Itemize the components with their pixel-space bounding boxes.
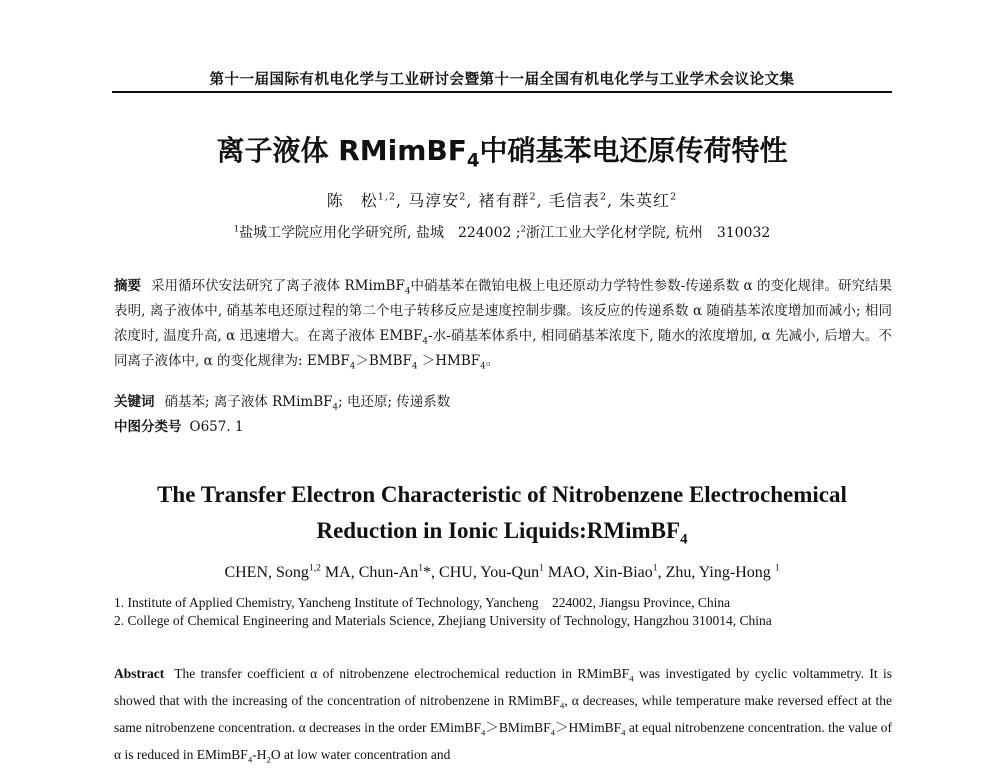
keywords-text: ; 电还原; 传递系数 bbox=[338, 394, 451, 410]
author-sep: , bbox=[396, 191, 409, 210]
author-affil-sup: 1 bbox=[539, 562, 544, 574]
author-affil-sup: 1,2 bbox=[308, 562, 321, 574]
clc-number bbox=[114, 415, 892, 435]
subscript: 4 bbox=[332, 402, 339, 413]
author-sep: , bbox=[466, 191, 479, 210]
abstract-text: ＞HMBF bbox=[417, 353, 481, 369]
author-name: 马淳安 bbox=[408, 191, 460, 210]
chinese-abstract bbox=[114, 274, 892, 374]
abstract-text: was investigated by cyclic voltammetry. It is showed that with the increasing of the concentration of nitrobenzene in RMimBF bbox=[114, 666, 892, 708]
clc-label: 中图分类号 bbox=[114, 419, 182, 435]
keywords-text: 硝基苯; 离子液体 RMimBF bbox=[164, 394, 333, 410]
author-name: 毛信表 bbox=[548, 191, 600, 210]
abstract-text: O at low water concentration and bbox=[270, 747, 451, 762]
chinese-author bbox=[549, 191, 619, 210]
author-sep: , bbox=[536, 191, 549, 210]
abstract-text: ＞BMBF bbox=[355, 353, 412, 369]
abstract-text: ＞HMimBF bbox=[555, 720, 622, 735]
abstract-text: -水-硝基苯体系中, 相同硝基苯浓度下, 随水的浓度增加, α 先减小, 后增大。不同离子液体中, α 的变化规律为: EMBF bbox=[114, 328, 892, 369]
chinese-keywords bbox=[114, 390, 892, 413]
author-name: MAO, Xin-Biao bbox=[547, 564, 653, 581]
subscript: 4 bbox=[404, 286, 411, 297]
chinese-title bbox=[112, 129, 892, 172]
abstract-text: 采用循环伏安法研究了离子液体 RMimBF bbox=[151, 278, 405, 294]
author-affil-sup: 1,2 bbox=[377, 191, 397, 203]
author-name: Zhu, Ying-Hong bbox=[665, 564, 775, 581]
affil-sup: 2 bbox=[520, 223, 526, 234]
english-title-line bbox=[112, 513, 892, 549]
author-affil-sup: 1 bbox=[774, 562, 780, 574]
author-affil-sup: 1 bbox=[652, 562, 658, 574]
abstract-text: ＞BMimBF bbox=[485, 720, 551, 735]
subscript: 4 bbox=[247, 754, 253, 765]
abstract-text: , α decreases, while temperature make reversed effect at the same nitrobenzene concentration. α decreases in the order EMimBF bbox=[114, 693, 892, 735]
affil-sup: 1 bbox=[233, 223, 240, 234]
english-authors bbox=[112, 564, 892, 582]
clc-value: O657. 1 bbox=[189, 419, 244, 435]
affiliation-2: 浙江工业大学化材学院, 杭州 310032 bbox=[525, 225, 771, 241]
abstract-text: 。 bbox=[485, 353, 500, 369]
author-name: 朱英红 bbox=[619, 191, 671, 210]
abstract-text: -H bbox=[252, 747, 267, 762]
chinese-title-text: 离子液体 RMimBF bbox=[216, 134, 467, 167]
chinese-title-subscript: 4 bbox=[466, 150, 480, 172]
abstract-text: 中硝基苯在微铂电极上电还原动力学特性参数-传递系数 α 的变化规律。研究结果表明, 离子液体中, 硝基苯电还原过程的第二个电子转移反应是速度控制步骤。该反应的传递系数 α 随硝基苯浓度增加而减小; 相同浓度时, 温度升高, α 迅速增大。在离子液体 EMBF bbox=[114, 278, 893, 344]
chinese-author bbox=[479, 191, 549, 210]
author-affil-sup: 2 bbox=[599, 191, 607, 203]
author-affil-sup: 2 bbox=[670, 191, 678, 203]
chinese-author bbox=[408, 191, 478, 210]
author-sep: , bbox=[657, 564, 666, 581]
english-affiliation-1: 1. Institute of Applied Chemistry, Yancheng Institute of Technology, Yancheng 224002, Jiangsu Province, China bbox=[114, 595, 731, 610]
author-name: 褚有群 bbox=[478, 191, 530, 210]
subscript: 4 bbox=[621, 727, 626, 738]
abstract-label: Abstract bbox=[114, 666, 165, 681]
english-affiliation-2: 2. College of Chemical Engineering and Materials Science, Zhejiang University of Technology, Hangzhou 310014, China bbox=[114, 613, 772, 628]
subscript: 4 bbox=[559, 700, 565, 711]
author-sep: , bbox=[606, 191, 620, 210]
author-name: MA, Chun-An bbox=[324, 564, 419, 581]
english-abstract bbox=[114, 660, 892, 768]
subscript: 4 bbox=[411, 361, 418, 372]
affiliation-1: 盐城工学院应用化学研究所, 盐城 224002 ; bbox=[239, 225, 521, 241]
english-title-line: The Transfer Electron Characteristic of Nitrobenzene Electrochemical bbox=[157, 482, 847, 507]
subscript: 4 bbox=[550, 727, 556, 738]
subscript: 4 bbox=[481, 727, 486, 738]
chinese-authors bbox=[112, 188, 892, 211]
running-header: 第十一届国际有机电化学与工业研讨会暨第十一届全国有机电化学与工业学术会议论文集 bbox=[209, 71, 795, 88]
subscript: 4 bbox=[480, 361, 486, 372]
keywords-label: 关键词 bbox=[114, 394, 155, 410]
chinese-author bbox=[327, 191, 408, 210]
header-rule bbox=[112, 91, 892, 93]
author-affil-sup: 2 bbox=[459, 191, 467, 203]
author-affil-sup: 1 bbox=[418, 562, 424, 574]
chinese-title-text-end: 中硝基苯电还原传荷特性 bbox=[479, 134, 788, 167]
subscript: 4 bbox=[680, 531, 688, 548]
chinese-affiliations bbox=[112, 222, 892, 242]
abstract-text: at equal nitrobenzene concentration. the value of α is reduced in EMimBF bbox=[114, 720, 892, 762]
abstract-text: The transfer coefficient α of nitrobenzene electrochemical reduction in RMimBF bbox=[174, 666, 630, 681]
author-affil-sup: 2 bbox=[529, 191, 537, 203]
english-title-text: Reduction in Ionic Liquids:RMimBF bbox=[316, 518, 681, 543]
subscript: 2 bbox=[266, 754, 271, 765]
subscript: 4 bbox=[422, 336, 429, 347]
author-name: *, CHU, You-Qun bbox=[423, 564, 540, 581]
author-name: 陈 松 bbox=[326, 191, 378, 210]
abstract-label: 摘要 bbox=[114, 278, 142, 294]
chinese-author bbox=[619, 191, 677, 210]
subscript: 4 bbox=[349, 361, 356, 372]
subscript: 4 bbox=[629, 673, 634, 684]
author-name: CHEN, Song bbox=[224, 564, 309, 581]
english-title bbox=[112, 477, 892, 549]
